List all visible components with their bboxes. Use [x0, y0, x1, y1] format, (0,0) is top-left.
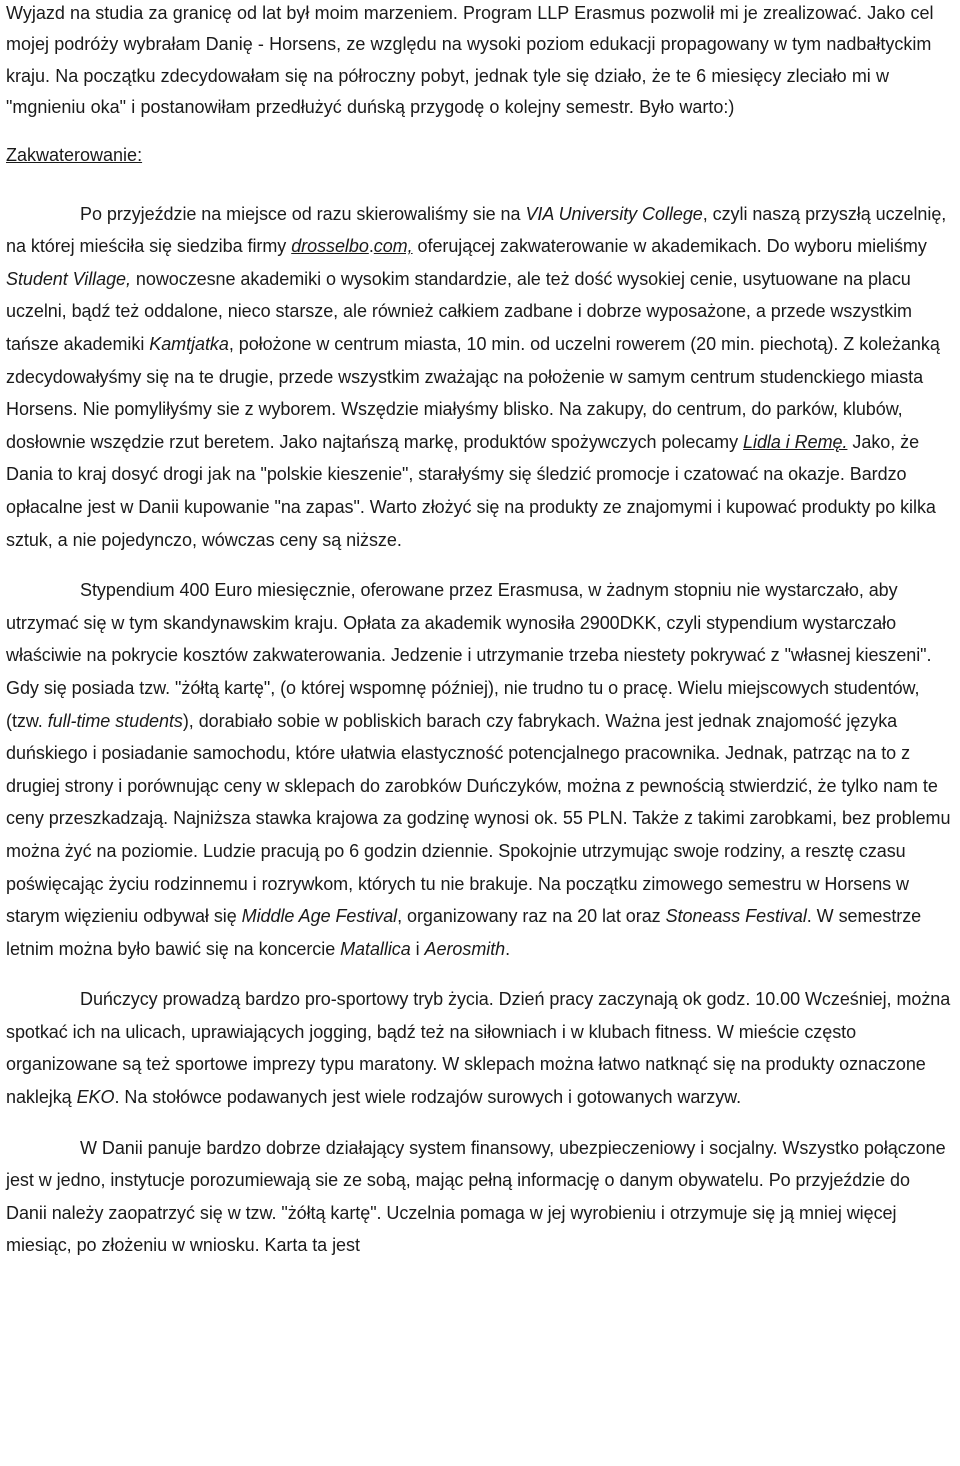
underlined-italic-run: Lidla i Remę. [743, 431, 848, 452]
text-run: oferującej zakwaterowanie w akademikach. Do wyboru mieliśmy [412, 236, 927, 257]
paragraph-sport [6, 983, 954, 1113]
text-run: nowoczesne akademiki o wysokim standardzie, ale też dość wysokiej cenie, usytuowane na placu uczelni, bądź też oddalone, nieco starsze, ale również całkiem zadbane i dobrze wyposażone, a przede wszystkim tańsze akademiki [6, 268, 912, 354]
italic-run: Aerosmith [424, 938, 506, 959]
text-run: W Danii panuje bardzo dobrze działający system finansowy, ubezpieczeniowy i socjalny. Wszystko połączone jest w jedno, instytucje porozumiewają sie ze sobą, mając pełną informację o danym obywatelu. Po przyjeździe do Danii należy zaopatrzyć się w tzw. "żółtą kartę". Uczelnia pomaga w jej wyrobieniu i otrzymuje się ją mniej więcej miesiąc, po złożeniu w wniosku. Karta ta jest [6, 1137, 946, 1256]
link-drosselbo-com[interactable]: com, [373, 236, 413, 257]
text-run: , czyli naszą przyszłą uczelnię, na której mieściła się siedziba firmy [6, 203, 947, 257]
text-run: . [505, 938, 511, 959]
section-heading-accommodation: Zakwaterowanie: [6, 144, 143, 165]
text-run: , organizowany raz na 20 lat oraz [397, 906, 666, 927]
text-run: , położone w centrum miasta, 10 min. od uczelni rowerem (20 min. piechotą). Z koleżanką zdecydowałyśmy się na te drugie, przede wszystkim zważając na położenie w samym centrum studenckiego miasta Horsens. Nie pomyliłyśmy sie z wyborem. Wszędzie miałyśmy blisko. Na zakupy, do centrum, do parków, klubów, dosłownie wszędzie rzut beretem. Jako najtańszą markę, produktów spożywczych polecamy [6, 334, 940, 452]
italic-run: Matallica [340, 938, 411, 959]
text-run: ), dorabiało sobie w pobliskich barach czy fabrykach. Ważna jest jednak znajomość języka duńskiego i posiadanie samochodu, które ułatwia elastyczność potencjalnego pracownika. Jednak, patrząc na to z drugiej strony i porównując ceny w sklepach do zarobków Duńczyków, można z pewnością stwierdzić, że tylko nam te ceny przeszkadzają. Najniższa stawka krajowa za godzinę wynosi ok. 55 PLN. Także z takimi zarobkami, bez problemu można żyć na poziomie. Ludzie pracują po 6 godzin dziennie. Spokojnie utrzymując swoje rodziny, a resztę czasu poświęcając życiu rodzinnemu i rozrywkom, których tu nie brakuje. Na początku zimowego semestru w Horsens w starym więzieniu odbywał się [6, 710, 951, 927]
link-drosselbo[interactable]: drosselbo [291, 236, 369, 257]
text-run: . W semestrze letnim można było bawić się na koncercie [6, 906, 922, 959]
italic-run: Middle Age Festival [241, 906, 398, 927]
text-run: Jako, że Dania to kraj dosyć drogi jak na "polskie kieszenie", starałyśmy się śledzić promocje i czatować na okazje. Bardzo opłacalne jest w Danii kupowanie "na zapas". Warto złożyć się na produkty ze znajomymi i kupować produkty po kilka sztuk, a nie pojedynczo, wówczas ceny są niższe. [6, 431, 936, 550]
paragraph-accommodation [6, 198, 954, 557]
paragraph-scholarship [6, 574, 954, 965]
italic-run: Stoneass Festival [665, 906, 807, 927]
italic-run: VIA University College [525, 203, 703, 224]
text-run: . Na stołówce podawanych jest wiele rodzajów surowych i gotowanych warzyw. [114, 1087, 742, 1108]
text-run: . [368, 236, 374, 257]
italic-run: Student Village, [6, 268, 131, 289]
paragraph-finance [6, 1132, 954, 1262]
italic-run: EKO [76, 1087, 115, 1108]
text-run: i [410, 938, 425, 959]
italic-run: Kamtjatka [149, 334, 229, 354]
italic-run: full-time students [47, 710, 183, 731]
text-run: Stypendium 400 Euro miesięcznie, oferowane przez Erasmusa, w żadnym stopniu nie wystarczało, aby utrzymać się w tym skandynawskim kraju. Opłata za akademik wynosiła 2900DKK, czyli stypendium wystarczało właściwie na pokrycie kosztów zakwaterowania. Jedzenie i utrzymanie trzeba niestety pokrywać z "własnej kieszeni". Gdy się posiada tzw. "żółtą kartę", (o której wspomnę później), nie trudno tu o pracę. Wielu miejscowych studentów, (tzw. [6, 580, 932, 731]
text-run: Duńczycy prowadzą bardzo pro-sportowy tryb życia. Dzień pracy zaczynają ok godz. 10.00 Wcześniej, można spotkać ich na ulicach, uprawiających jogging, bądź też na siłowniach i w klubach fitness. W mieście często organizowane są też sportowe imprezy typu maratony. W sklepach można łatwo natknąć się na produkty oznaczone naklejką [6, 989, 951, 1108]
text-run: Po przyjeździe na miejsce od razu skierowaliśmy sie na [80, 203, 526, 224]
intro-paragraph: Wyjazd na studia za granicę od lat był moim marzeniem. Program LLP Erasmus pozwolił mi je zrealizować. Jako cel mojej podróży wybrałam Danię - Horsens, ze względu na wysoki poziom edukacji propagowany w tym nadbałtyckim kraju. Na początku zdecydowałam się na półroczny pobyt, jednak tyle się działo, że te 6 miesięcy zleciało mi w "mgnieniu oka" i postanowiłam przedłużyć duńską przygodę o kolejny semestr. Było warto:) [6, 3, 934, 118]
